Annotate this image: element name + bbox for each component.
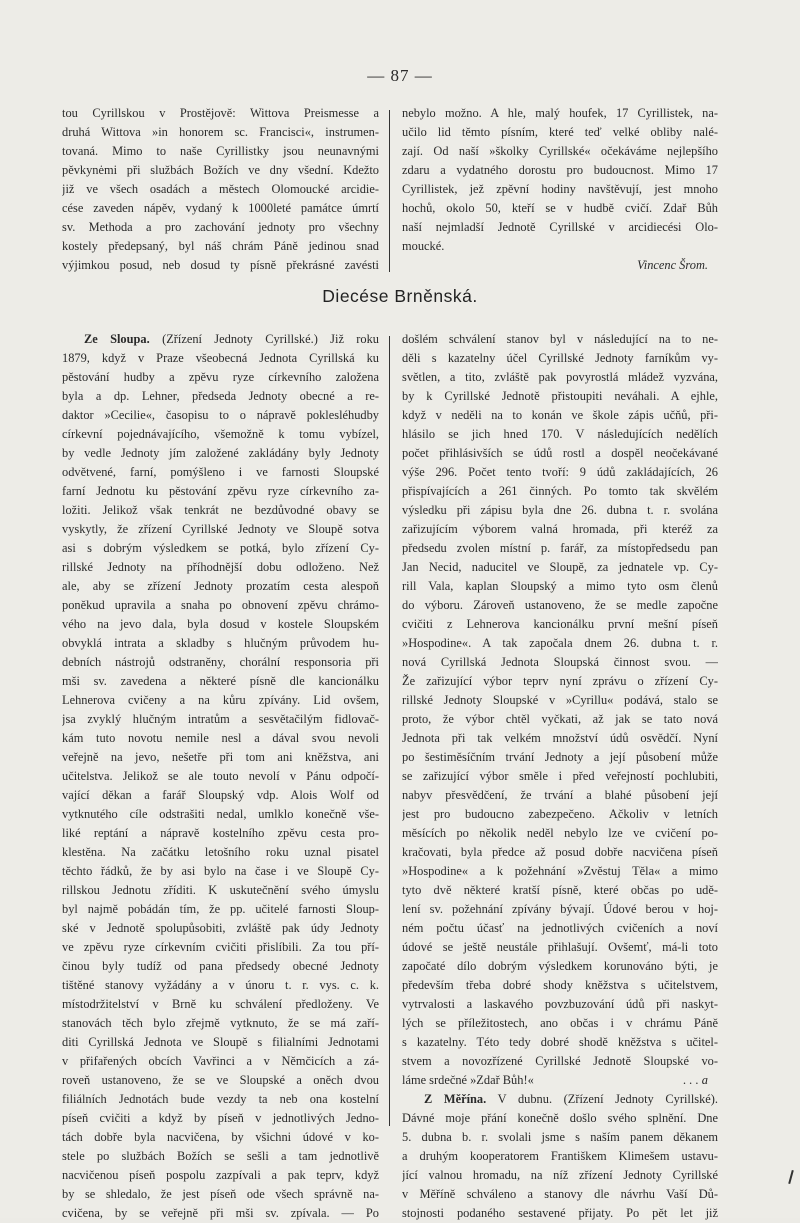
text-line: vytknutého cíle odstrašiti nedal, umlklo konečně vše- [62,807,379,821]
text-line: by vedle Jednoty jím založené zakládány byly Jednoty [62,446,379,460]
text-line: cése zaveden nápěv, vydaný k 1000leté památce úmrtí [62,201,379,215]
text-line: především třeba dobré shody kněžstva s učitelstvem, [402,978,718,992]
text-line: ské v Jednotě spolupůsobiti, zvláště pak údy Jednoty [62,921,379,935]
text-line: s kazatelny. Této tedy dobré shodě kněžstva s učitel- [402,1035,718,1049]
text-line: započaté dílo dobrým výsledkem korunováno býti, je [402,959,718,973]
text-line: do výboru. Zároveň ustanoveno, že se medle započne [402,598,718,612]
text-line: kračovati, byla předce až posud dobře nacvičena píseň [402,845,718,859]
closing-text: láme srdečné »Zdař Bůh!« [402,1073,534,1087]
text-line: tyto dvě některé kratší písně, které občas po udě- [402,883,718,897]
text-line: jící valnou hromadu, na níž zřízení Jednoty Cyrillské [402,1168,718,1182]
section-heading: Diecése Brněnská. [322,286,478,306]
text-line: jest pro budoucno zabezpečeno. Ačkoliv v letních [402,807,718,821]
text-line: 5. dubna b. r. svolali jsme s naším panem děkanem [402,1130,718,1144]
text-line: hlásilo se jich hned 170. V následujících nedělích [402,427,718,441]
text-line: 1879, když v Praze všeobecná Jednota Cyrillská ku [62,351,379,365]
text-line: sv. Methoda a pro zachování jednoty pro všechny [62,220,379,234]
top-left-column [62,104,379,275]
text-line: byl najmě pobádán tím, že pp. učitelé farnosti Sloup- [62,902,379,916]
column-rule-bottom [389,336,390,1126]
text-line: rillskou Jednotu zříditi. K uskutečnění svého úmyslu [62,883,379,897]
paragraph-first-line [62,330,379,349]
text-line: pěvkynėmi při službách Božích ve dny všední. Kdežto [62,163,379,177]
bottom-left-column [62,330,379,1223]
text-line: obvyklá intrata a skladby s hlučným průvodem hu- [62,636,379,650]
text-line: zdaru a vydatného dorostu pro budoucnost. Mimo 17 [402,163,718,177]
text-line: v přifařených obcích Vavřinci a v Němčicích a zá- [62,1054,379,1068]
text-line: kostely předepsaný, byl náš chrám Páně jedinou snad [62,239,379,253]
text-line: tou Cyrillskou v Prostějově: Wittova Preismesse a [62,106,379,120]
signature-bottom: . . . a [683,1073,708,1087]
text-line: tovaná. Mimo to naše Cyrillistky jsou neunavnými [62,144,379,158]
text-line: jsa zvyklý hlučným intratům a sesvětačilým fidlovač- [62,712,379,726]
text-line: Lehnerova cvičeny a na kůru zpívány. Lid ovšem, [62,693,379,707]
text-line: učitelstva. Jelikož se ale touto nevolí v Pánu odpočí- [62,769,379,783]
text-line: klestěna. Na začátku letošního roku uznal pisatel [62,845,379,859]
text-line: filiálních Jednotách bude vezdy ta neb ona kostelní [62,1092,379,1106]
text-line: cvičiti z Lehnerova kancionálku první mešní píseň [402,617,718,631]
text-line: naší nejmladší Jednotě Cyrillské v arcidiecési Olo- [402,220,718,234]
text-line: výše 296. Počet tento tvoří: 9 údů zakládajících, 26 [402,465,718,479]
text-line: stvem a novozřízené Cyrillské Jednotě Sloupské vo- [402,1054,718,1068]
text-line: by se shledalo, že jest píseň ode všech správně na- [62,1187,379,1201]
text-line: hochů, okolo 50, kteří se v hudbě cvičí. Zdař Bůh [402,201,718,215]
text-line: roveň ustanoveno, že se ve Sloupské a oněch dvou [62,1073,379,1087]
text-line: Jan Necid, naducitel ve Sloupě, za jednatele vp. Cy- [402,560,718,574]
paragraph-first-line [402,1090,718,1109]
text-line: byla a dp. Lehner, předseda Jednoty obecné a re- [62,389,379,403]
text-line: údové se ještě neustále přihlašují. Ovšemť, má-li toto [402,940,718,954]
text-line: rillské Jednoty Sloupské v »Cyrillu« podává, stalo se [402,693,718,707]
text-line: se zařizující výbor směle i před veřejností pochlubiti, [402,769,718,783]
column-rule-top [389,110,390,272]
text-line: asi s dobrým výsledkem se potká, bylo zřízení Cy- [62,541,379,555]
text-line: daktor »Cecilie«, časopisu to o nápravě poklesléhudby [62,408,379,422]
text-line: výsledku při zápisu byla dne 26. dubna t. r. svolána [402,503,718,517]
text-line: proto, že výbor chtěl vyčkati, až jak se tato nová [402,712,718,726]
text-line: učilo lid těmto písním, které teď velké obliby nalé- [402,125,718,139]
text-line: zařizujícím výborem valná hromada, při kteréž za [402,522,718,536]
text-line: došlém schválení stanov byl v následující na to ne- [402,332,718,346]
text-line: nebylo možno. A hle, malý houfek, 17 Cyrillistek, na- [402,106,718,120]
signature-top: Vincenc Šrom. [637,258,708,272]
text-line: nabyv přesvědčení, že trvání a blahé působení její [402,788,718,802]
text-line: vého na jevo dala, byla dosud v kostele Sloupském [62,617,379,631]
text-line: mši sv. zavedena a některé písně dle kancionálku [62,674,379,688]
text-line: a druhým kooperatorem Františkem Klimešem ustavu- [402,1149,718,1163]
text-line: rill Vala, kaplan Sloupský a mimo tyto osm členů [402,579,718,593]
text-line: již ve všech osadách a městech Olomoucké arcidie- [62,182,379,196]
text-line: výjimkou posud, neb dosud ty písně překrásné zavésti [62,258,379,272]
text-line: ložiti. Jelikož však tenkrát ne bezdůvodné obavy se [62,503,379,517]
text-line: těchto řádků, že by asi bylo na čase i ve Sloupě Cy- [62,864,379,878]
text-line: stele po službách Božích se sešli a tam jednotlivě [62,1149,379,1163]
text-line: ale, aby se zřízení Jednoty prozatím cesta alespoň [62,579,379,593]
text-line: cvičena, by se veřejně při mši sv. zpívala. — Po [62,1206,379,1220]
text-line: Jednota při tak velkém množství údů osvědčí. Nyní [402,731,718,745]
text-line: farní Jednotu ku pěstování zpěvu ryze církevního za- [62,484,379,498]
text-line: činou byly tudíž od pana předsedy obecné Jednoty [62,959,379,973]
text-line: rillské Jednoty na příhodnější dobu odloženo. Než [62,560,379,574]
text-line: diti Cyrillská Jednota ve Sloupě s filialními Jednotami [62,1035,379,1049]
text-line: v Měříně schváleno a stanovy dle návrhu Vaší Dů- [402,1187,718,1201]
text-line: vající děkan a farář Sloupský vdp. Alois Wolf od [62,788,379,802]
text-line: lých se příležitostech, ano občas i v chrámu Páně [402,1016,718,1030]
text-line: pěstování hudby a zpěvu ryze církevního založena [62,370,379,384]
text-line: Dávné moje přání konečně došlo svého splnění. Dne [402,1111,718,1125]
text-line: měsících po několik neděl nebylo lze ve cvičení po- [402,826,718,840]
text-line: Že zařizující výbor teprv nyní zprávu o zřízení Cy- [402,674,718,688]
text-line: po šestiměsíčním trvání Jednoty a její působení může [402,750,718,764]
text-line: přispívajících a 261 činných. Po tomto tak skvělém [402,484,718,498]
lead-z-merina: Z Měřína. [424,1092,487,1106]
page-number: — 87 — [367,66,433,85]
text-line: moucké. [402,239,445,253]
text-line: lení sv. požehnání zpívány bývají. Údové berou v hoj- [402,902,718,916]
text-line: ve zpěvu ryze církevním cvičiti přislíbili. Za tou pří- [62,940,379,954]
bottom-right-column [402,330,718,1223]
text-line: stojnosti podaného sestavené přijaty. Po pět let již [402,1206,718,1220]
text-line: Cyrillistek, jež zpěvní hodiny navštěvují, jest mnoho [402,182,718,196]
text-line: když v neděli na to konán ve škole zápis učňů, při- [402,408,718,422]
text-line: píseň cvičiti a když by píseň v jednotlivých Jedno- [62,1111,379,1125]
text-line: poněkud upravila a snaha po obnovení zpěvu chrámo- [62,598,379,612]
text-line: stanovách těch bylo zřejmě vytknuto, že se má zaří- [62,1016,379,1030]
lead-rest: V dubnu. (Zřízení Jednoty Cyrillské). [497,1092,718,1106]
text-line: světlen, a tito, zvláště pak povyrostlá mládež vyzvána, [402,370,718,384]
text-line: ném počtu účasť na jednotlivých cvičeních a noví [402,921,718,935]
closing-line [402,1071,718,1090]
text-line: veřejně na jevo, nešetře při tom ani kněžstva, ani [62,750,379,764]
text-line: »Hospodine«. A tak započala dnem 26. dubna t. r. [402,636,718,650]
text-line: vytrvalosti a laskavého povzbuzování údů při naskyt- [402,997,718,1011]
lead-ze-sloupa: Ze Sloupa. [84,332,150,346]
text-line: druhá Wittova »in honorem sc. Francisci«, instrumen- [62,125,379,139]
text-line: kám tuto novotu nemile nesl a dával svou nevoli [62,731,379,745]
text-line: nová Cyrillská Jednota Sloupská činnost svou. — [402,655,718,669]
lead-rest: (Zřízení Jednoty Cyrillské.) Již roku [162,332,379,346]
top-right-column [402,104,718,275]
text-line: vyskytly, že zřízení Cyrillské Jednoty ve Sloupě sotva [62,522,379,536]
text-line: místodržitelství v Brně ku schválení předloženy. Ve [62,997,379,1011]
margin-mark [788,1170,794,1184]
text-line: tištěné stanovy vyžádány a v únoru t. r. vys. c. k. [62,978,379,992]
text-line: počet přihlásivších se údů rostl a dospěl neočekávané [402,446,718,460]
text-line: zají. Od naší »školky Cyrillské« očekáváme nejlepšího [402,144,718,158]
text-line: církevní pojednávajícího, všemožně k tomu vybízel, [62,427,379,441]
text-line: odvětvené, farní, pomýšleno i ve farnosti Sloupské [62,465,379,479]
text-line: debních nástrojů odstraněny, chorální responsoria při [62,655,379,669]
text-line: děli s kazatelny účel Cyrillské Jednoty farníkům vy- [402,351,718,365]
text-line: předsedu zvolen místní p. farář, za místopředsedu pan [402,541,718,555]
text-line: by k Cyrillské Jednotě přistoupiti neváhali. A ejhle, [402,389,718,403]
text-line: tách dobře byla nacvičena, by všichni údové v ko- [62,1130,379,1144]
text-line: nacvičenou píseň pospolu zazpívali a pak teprv, když [62,1168,379,1182]
text-line: »Hospodine« a k požehnání »Zvěstuj Těla« a mimo [402,864,718,878]
text-line: liké reptání a nápravě kostelního zpěvu cesta pro- [62,826,379,840]
